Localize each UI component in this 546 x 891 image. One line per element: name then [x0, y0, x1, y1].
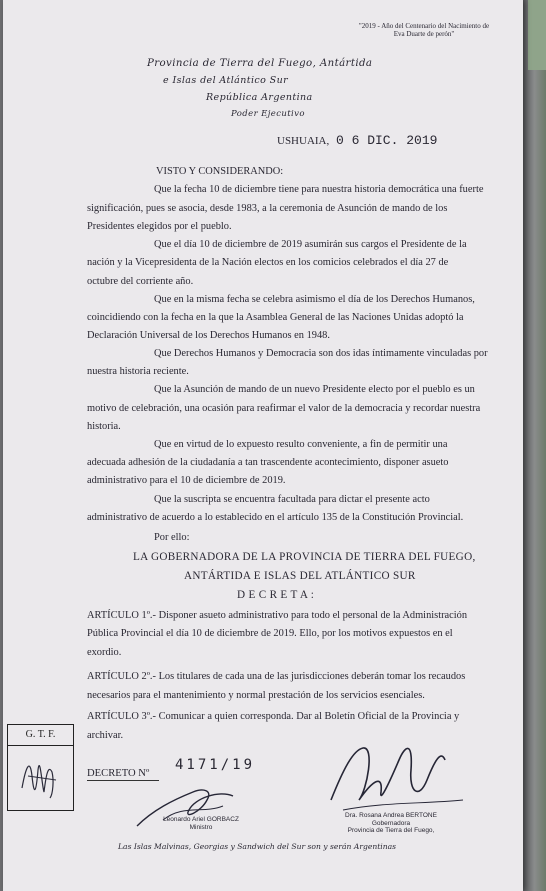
- document-page: [3, 0, 523, 891]
- visto-heading: VISTO Y CONSIDERANDO:: [156, 166, 284, 177]
- place-date: [277, 133, 437, 148]
- paragraph-line: Que la Asunción de mando de un nuevo Presidente electo por el pueblo es un: [154, 384, 475, 395]
- gtf-label: G. T. F.: [8, 725, 73, 746]
- letterhead-province: Provincia de Tierra del Fuego, Antártida: [147, 58, 373, 69]
- malvinas-footer-motto: Las Islas Malvinas, Georgias y Sandwich del Sur son y serán Argentinas: [118, 842, 397, 851]
- governor-signature: [323, 730, 473, 825]
- paragraph-line: motivo de celebración, una ocasión para reafirmar el valor de la democracia y recordar nuestra: [87, 403, 481, 414]
- article-line: necesarios para el mantenimiento y normal prestación de los servicios esenciales.: [87, 690, 425, 701]
- decreto-number: 4171/19: [175, 757, 256, 773]
- governor-province: Provincia de Tierra del Fuego,: [347, 827, 435, 834]
- governor-title-line1: LA GOBERNADORA DE LA PROVINCIA DE TIERRA DEL FUEGO,: [133, 551, 476, 563]
- paragraph-line: significación, pues se asocia, desde 1983, a la ceremonia de Asunción de mando de los: [87, 203, 448, 214]
- paragraph-line: octubre del corriente año.: [87, 276, 194, 287]
- paragraph-line: Declaración Universal de los Derechos Humanos en 1948.: [87, 330, 330, 341]
- governor-title-line2: ANTÁRTIDA E ISLAS DEL ATLÁNTICO SUR: [184, 570, 416, 582]
- background-edge: [523, 0, 546, 891]
- year-header-note: [339, 22, 509, 38]
- article-line: ARTÍCULO 1º.- Disponer asueto administrativo para todo el personal de la Administración: [87, 610, 468, 621]
- letterhead-country: República Argentina: [206, 92, 313, 103]
- paragraph-line: historia.: [87, 421, 121, 432]
- article-line: archivar.: [87, 730, 124, 741]
- paragraph-line: Que en virtud de lo expuesto resulto conveniente, a fin de permitir una: [154, 439, 448, 450]
- paragraph-line: adecuada adhesión de la ciudadanía a tan trascendente acontecimiento, disponer asueto: [87, 457, 449, 468]
- letterhead-islands: e Islas del Atlántico Sur: [163, 75, 289, 86]
- paragraph-line: administrativo de acuerdo a lo establecido en el artículo 135 de la Constitución Provincial.: [87, 512, 464, 523]
- paragraph-line: nuestra historia reciente.: [87, 366, 189, 377]
- paragraph-line: Que el día 10 de diciembre de 2019 asumirán sus cargos el Presidente de la: [154, 239, 467, 250]
- paragraph-line: nación y la Vicepresidenta de la Nación electos en los comicios celebrados el día 27 de: [87, 257, 449, 268]
- article-line: ARTÍCULO 3º.- Comunicar a quien corresponda. Dar al Boletín Oficial de la Provincia y: [87, 711, 460, 722]
- paragraph-line: Que la fecha 10 de diciembre tiene para nuestra historia democrática una fuerte: [154, 184, 484, 195]
- article-line: exordio.: [87, 647, 122, 658]
- initials-signature: [8, 746, 73, 810]
- decreto-label: DECRETO Nº: [87, 768, 150, 779]
- paragraph-line: Que Derechos Humanos y Democracia son dos idas íntimamente vinculadas por: [154, 348, 488, 359]
- paragraph-line: Presidentes elegidos por el pueblo.: [87, 221, 232, 232]
- date-stamp: 0 6 DIC. 2019: [336, 133, 438, 148]
- minister-signature-block: [151, 816, 251, 831]
- decreta-heading: D E C R E T A :: [237, 589, 315, 601]
- governor-name: Dra. Rosana Andrea BERTONE: [345, 812, 437, 819]
- background-object: [528, 0, 546, 70]
- governor-title: Gobernadora: [371, 819, 411, 827]
- minister-title: Ministro: [189, 823, 213, 831]
- paragraph-line: coincidiendo con la fecha en la que la Asamblea General de las Naciones Unidas adoptó la: [87, 312, 464, 323]
- paragraph-line: Que en la misma fecha se celebra asimismo el día de los Derechos Humanos,: [154, 294, 475, 305]
- header-note-line: "2019 - Año del Centenario del Nacimiento de: [358, 22, 490, 30]
- header-note-line: Eva Duarte de perón": [393, 30, 455, 38]
- article-line: ARTÍCULO 2º.- Los titulares de cada una de las jurisdicciones deberán tomar los recaudos: [87, 671, 466, 682]
- article-line: Pública Provincial el día 10 de diciembre de 2019. Ello, por los motivos expuestos en el: [87, 628, 453, 639]
- governor-signature-block: [321, 812, 461, 835]
- por-ello: Por ello:: [154, 532, 190, 543]
- place: USHUAIA,: [277, 135, 330, 147]
- paragraph-line: administrativo para el 10 de diciembre de 2019.: [87, 475, 286, 486]
- paragraph-line: Que la suscripta se encuentra facultada para dictar el presente acto: [154, 494, 430, 505]
- gtf-stamp-box: [7, 724, 74, 811]
- minister-name: Leonardo Ariel GORBACZ: [163, 816, 239, 823]
- letterhead-power: Poder Ejecutivo: [231, 109, 305, 119]
